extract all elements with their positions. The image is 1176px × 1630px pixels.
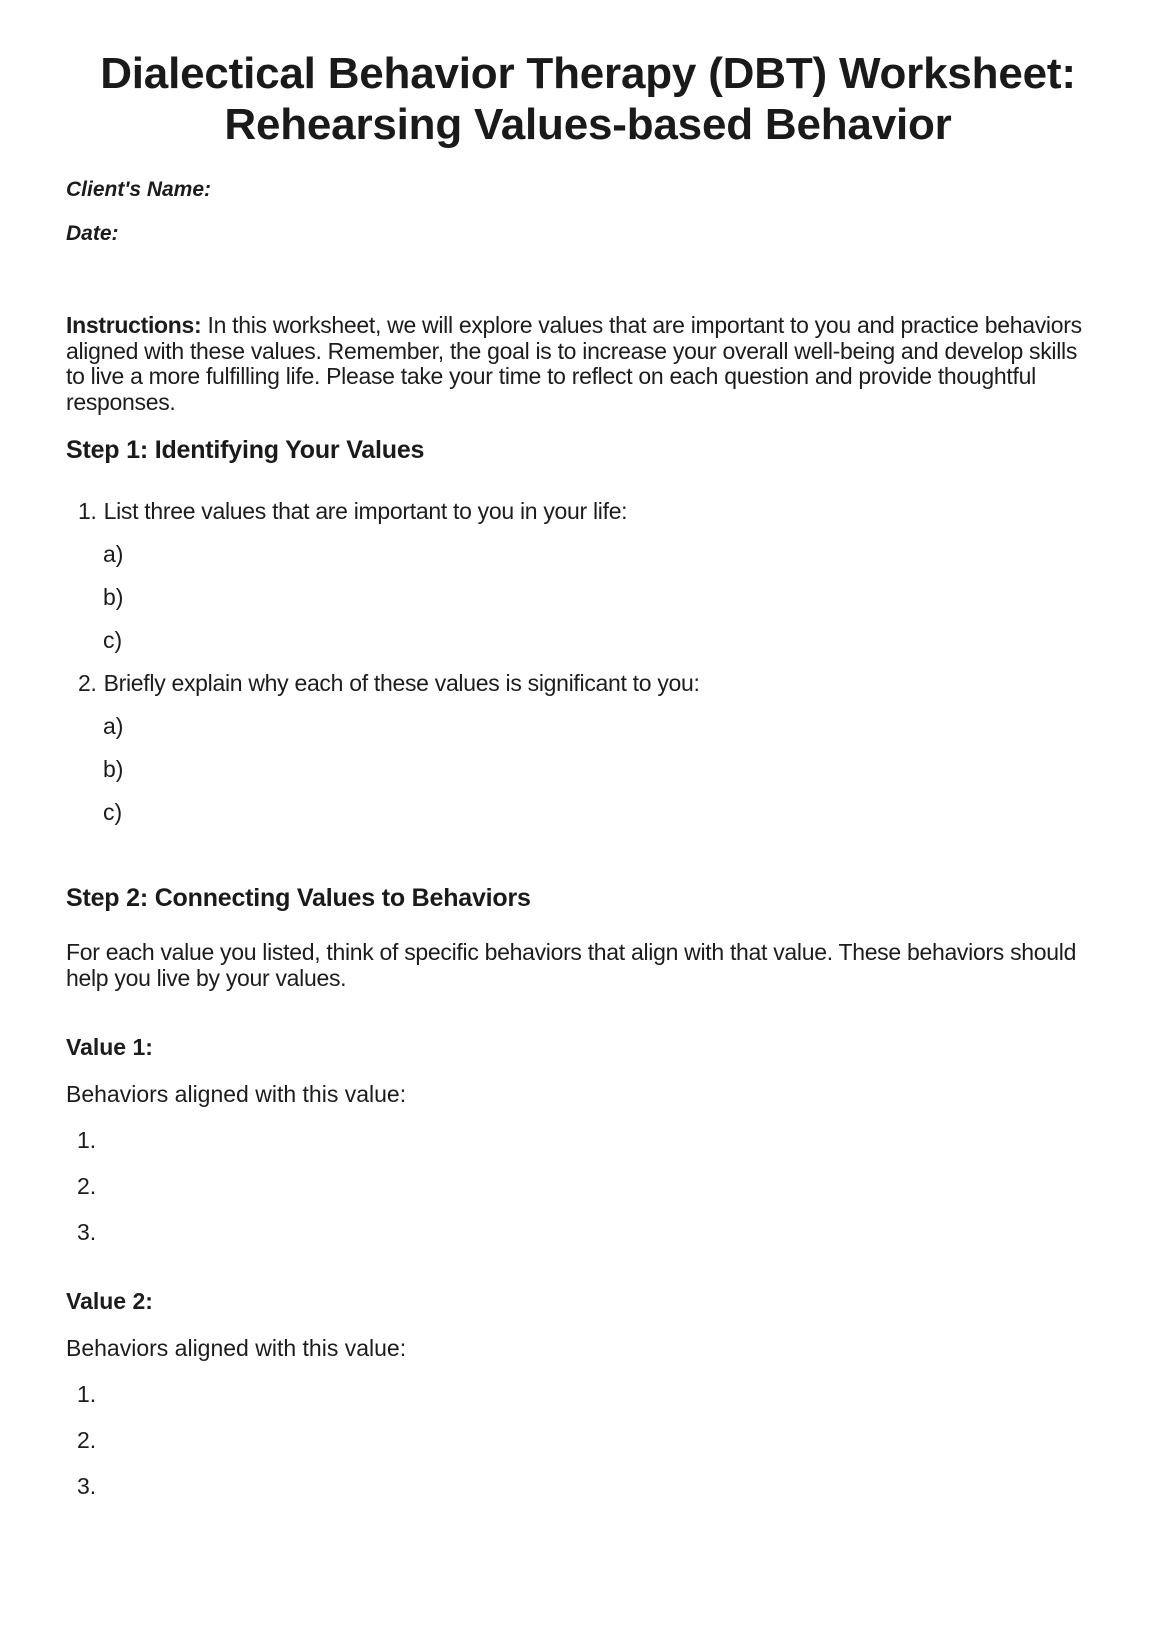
- step1-item-1-sub-b: b): [103, 584, 124, 610]
- value-1-label: Value 1:: [66, 1034, 153, 1060]
- value-2-behavior-item-1: 1.: [77, 1381, 97, 1407]
- step1-item-2-number: 2.: [78, 670, 97, 696]
- step1-heading: Step 1: Identifying Your Values: [66, 436, 425, 464]
- instructions-text: In this worksheet, we will explore values that are important to you and practice behaviors aligned with these values. Remember, the goal is to increase your overall well-being and develop skills to live a more fulfilling life. Please take your time to reflect on each question and provide thoughtful responses.: [66, 312, 1082, 415]
- step1-item-1: [78, 499, 1110, 524]
- value-2-behaviors-label: Behaviors aligned with this value:: [66, 1335, 407, 1361]
- value-1-behavior-item-2: 2.: [77, 1173, 97, 1199]
- page-title-line-2: Rehearsing Values-based Behavior: [224, 100, 952, 149]
- value-1-behaviors-label: Behaviors aligned with this value:: [66, 1081, 407, 1107]
- step1-item-2-text: Briefly explain why each of these values is significant to you:: [103, 670, 700, 696]
- step2-heading: Step 2: Connecting Values to Behaviors: [66, 884, 531, 912]
- page-title-line-1: Dialectical Behavior Therapy (DBT) Worksheet:: [100, 49, 1076, 98]
- page-title: [66, 48, 1110, 150]
- value-2-label: Value 2:: [66, 1288, 153, 1314]
- step1-item-2: [78, 671, 1110, 696]
- instructions-paragraph: [66, 313, 1098, 415]
- value-1-behavior-item-3: 3.: [77, 1219, 97, 1245]
- step1-item-2-sub-c: c): [103, 799, 123, 825]
- step1-item-1-sub-c: c): [103, 627, 123, 653]
- step2-intro-paragraph: For each value you listed, think of specific behaviors that align with that value. These behaviors should help you live by your values.: [66, 939, 1077, 991]
- step1-item-1-text: List three values that are important to you in your life:: [103, 498, 628, 524]
- step1-item-1-sub-a: a): [103, 541, 124, 567]
- value-2-behavior-item-3: 3.: [77, 1473, 97, 1499]
- step1-item-2-sub-a: a): [103, 713, 124, 739]
- step1-item-1-number: 1.: [78, 498, 97, 524]
- client-name-label: Client's Name:: [66, 178, 212, 201]
- value-1-behavior-item-1: 1.: [77, 1127, 97, 1153]
- date-label: Date:: [66, 222, 119, 245]
- instructions-label: Instructions:: [66, 312, 202, 338]
- step1-item-2-sub-b: b): [103, 756, 124, 782]
- value-2-behavior-item-2: 2.: [77, 1427, 97, 1453]
